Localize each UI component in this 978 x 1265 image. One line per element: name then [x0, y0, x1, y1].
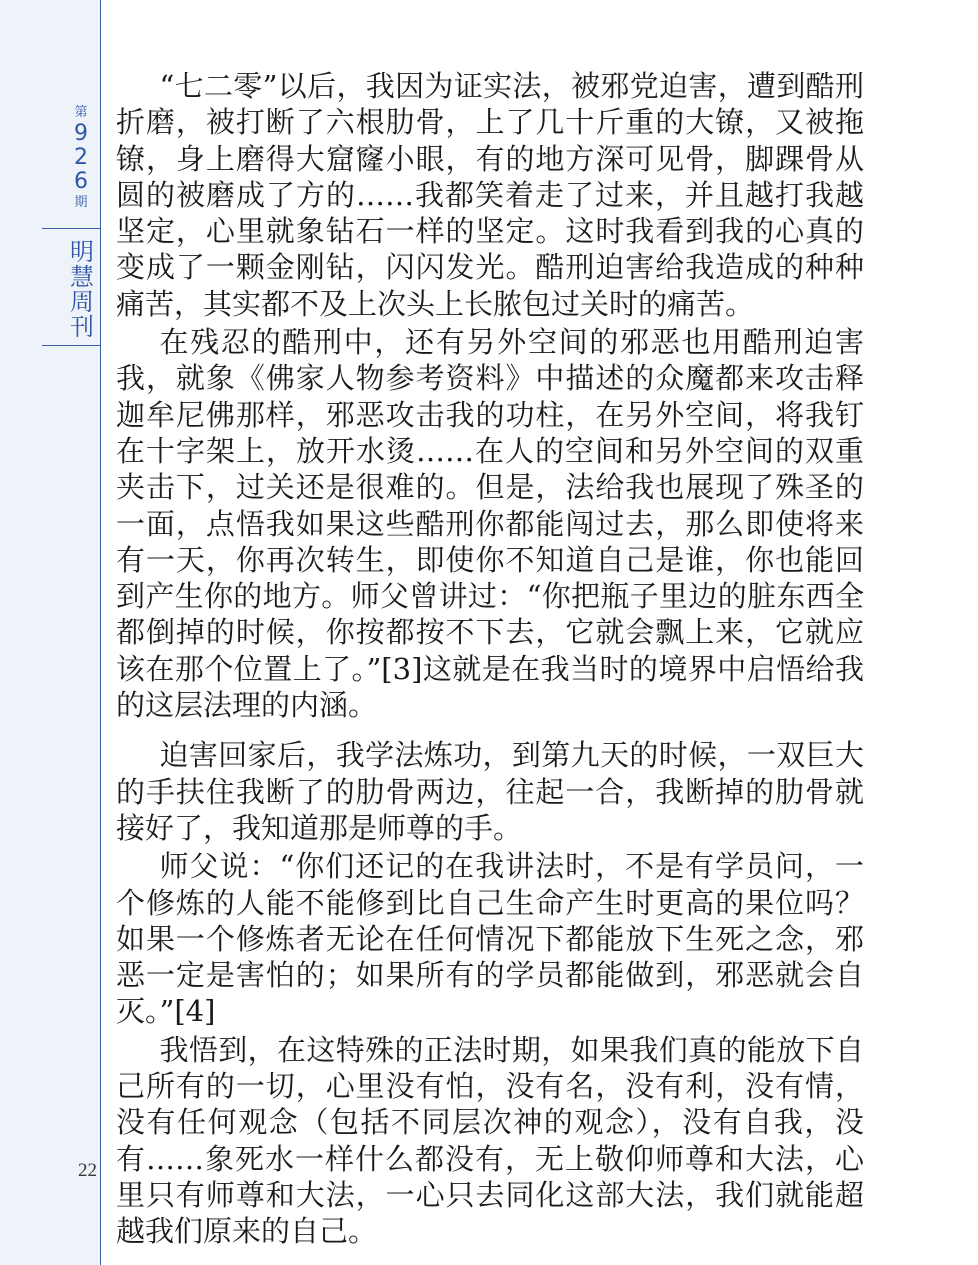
issue-digit: 9	[74, 121, 88, 146]
magazine-title-char: 明	[70, 238, 94, 266]
sidebar-rule-bottom	[42, 345, 100, 346]
issue-number	[62, 104, 100, 212]
magazine-title	[64, 240, 100, 340]
page-number: 22	[78, 1160, 97, 1181]
issue-suffix: 期	[74, 195, 88, 210]
magazine-title-char: 周	[70, 288, 94, 316]
paragraph: “七二零”以后，我因为证实法，被邪党迫害，遭到酷刑折磨，被打断了六根肋骨，上了几十斤重的大镣，又被拖镣，身上磨得大窟窿小眼，有的地方深可见骨，脚踝骨从圆的被磨成了方的……我都笑着走了过来，并且越打我越坚定，心里就象钻石一样的坚定。这时我看到我的心真的变成了一颗金刚钻，闪闪发光。酷刑迫害给我造成的种种痛苦，其实都不及上次头上长脓包过关时的痛苦。	[116, 69, 864, 321]
sidebar-rule-top	[42, 228, 100, 229]
article-body	[116, 68, 864, 1252]
issue-digit: 6	[74, 169, 88, 194]
magazine-title-char: 慧	[70, 263, 94, 291]
issue-prefix: 第	[74, 105, 88, 120]
issue-digit: 2	[74, 145, 88, 170]
paragraph: 迫害回家后，我学法炼功，到第九天的时候，一双巨大的手扶住我断了的肋骨两边，往起一合，我断掉的肋骨就接好了，我知道那是师尊的手。	[116, 738, 864, 845]
paragraph: 我悟到，在这特殊的正法时期，如果我们真的能放下自己所有的一切，心里没有怕，没有名，没有利，没有情，没有任何观念（包括不同层次神的观念），没有自我，没有……象死水一样什么都没有，无上敬仰师尊和大法，心里只有师尊和大法，一心只去同化这部大法，我们就能超越我们原来的自己。	[116, 1032, 864, 1249]
magazine-title-char: 刊	[70, 313, 94, 341]
sidebar-divider	[100, 0, 101, 1265]
paragraph: 师父说：“你们还记的在我讲法时，不是有学员问，一个修炼的人能不能修到比自己生命产生时更高的果位吗？如果一个修炼者无论在任何情况下都能放下生死之念，邪恶一定是害怕的；如果所有的学员都能做到，邪恶就会自灭。”[4]	[116, 849, 864, 1029]
paragraph: 在残忍的酷刑中，还有另外空间的邪恶也用酷刑迫害我，就象《佛家人物参考资料》中描述的众魔都来攻击释迦牟尼佛那样，邪恶攻击我的功柱，在另外空间，将我钉在十字架上，放开水烫……在人的空间和另外空间的双重夹击下，过关还是很难的。但是，法给我也展现了殊圣的一面，点悟我如果这些酷刑你都能闯过去，那么即使将来有一天，你再次转生，即使你不知道自己是谁，你也能回到产生你的地方。师父曾讲过：“你把瓶子里边的脏东西全都倒掉的时候，你按都按不下去，它就会飘上来，它就应该在那个位置上了。”[3]这就是在我当时的境界中启悟给我的这层法理的内涵。	[116, 325, 864, 723]
